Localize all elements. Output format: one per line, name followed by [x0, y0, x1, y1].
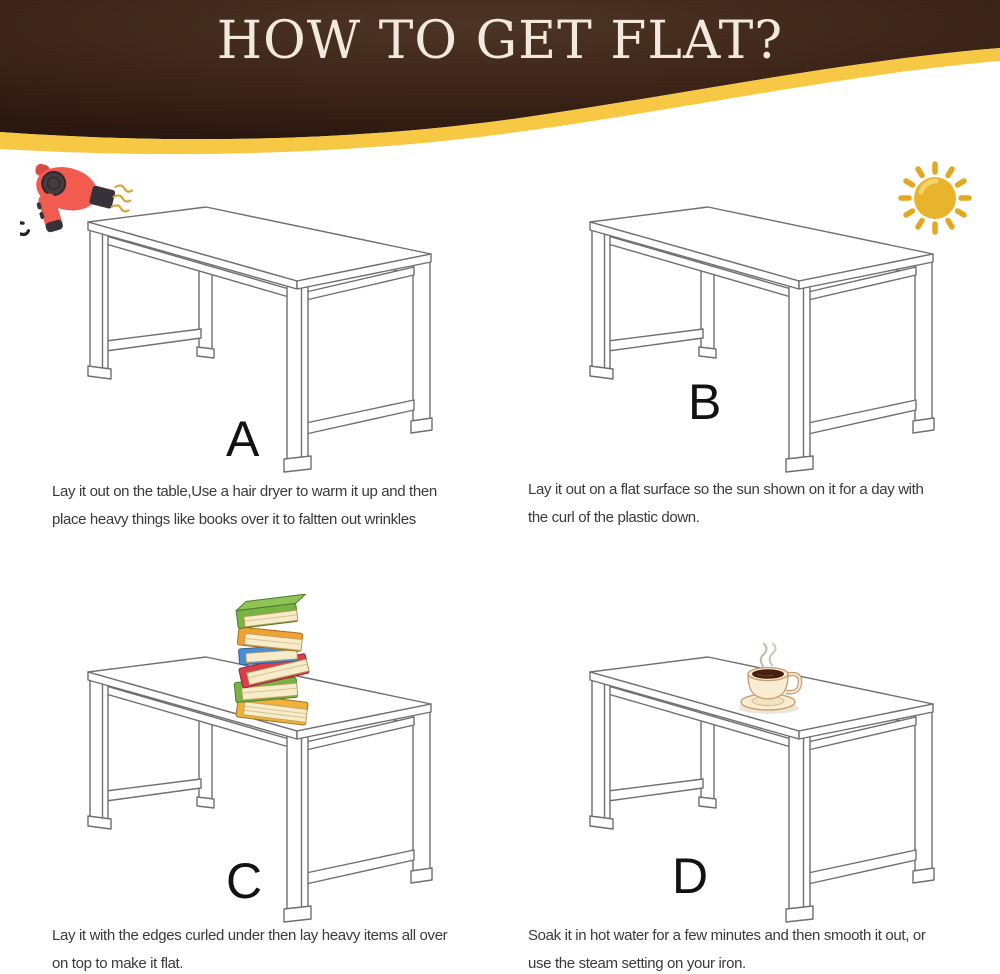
hair-dryer-icon — [20, 155, 140, 247]
page-title: HOW TO GET FLAT? — [216, 11, 784, 71]
panel-a-caption — [52, 478, 437, 534]
panel-c-caption — [52, 922, 447, 974]
coffee-cup-icon — [723, 642, 815, 720]
panel-d-caption-line-1: Soak it in hot water for a few minutes and then smooth it out, or — [528, 927, 926, 944]
books-stack-icon — [224, 594, 318, 726]
panel-b-caption-line-2: the curl of the plastic down. — [528, 509, 700, 526]
sun-icon — [888, 153, 984, 245]
panel-a-caption-line-2: place heavy things like books over it to faltten out wrinkles — [52, 511, 416, 528]
panel-d-label: D — [672, 848, 709, 904]
panel-a-caption-line-1: Lay it out on the table,Use a hair dryer to warm it up and then — [52, 483, 437, 500]
panel-b-caption-line-1: Lay it out on a flat surface so the sun shown on it for a day with — [528, 481, 924, 498]
panel-d-caption-line-2: use the steam setting on your iron. — [528, 955, 746, 972]
panel-c-caption-line-1: Lay it with the edges curled under then lay heavy items all over — [52, 927, 448, 944]
panel-d-caption — [528, 922, 925, 974]
panel-c-caption-line-2: on top to make it flat. — [52, 955, 184, 972]
panel-b-caption — [528, 476, 923, 532]
panel-b-label: B — [688, 374, 722, 430]
panel-c-label: C — [226, 853, 263, 909]
panel-a-label: A — [226, 411, 260, 467]
steam-wisps — [761, 644, 776, 666]
